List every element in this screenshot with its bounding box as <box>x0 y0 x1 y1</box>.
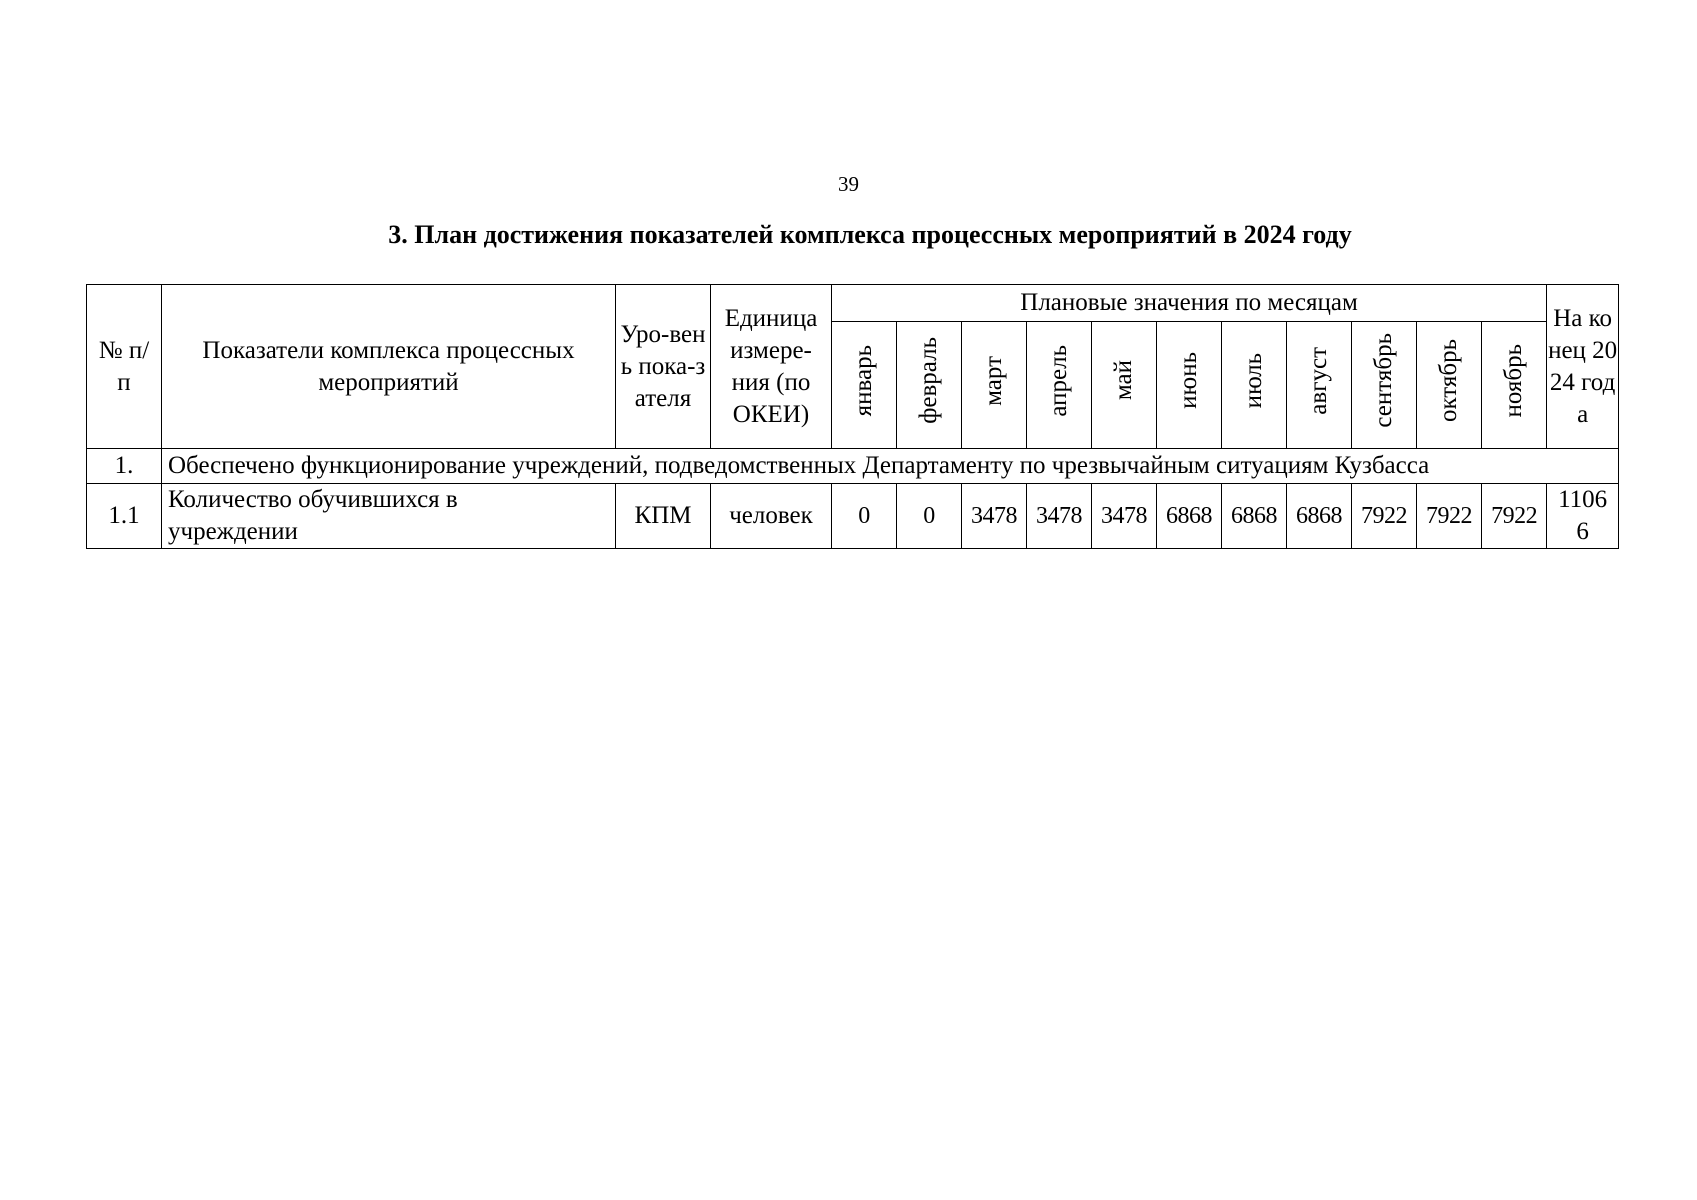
month-header-october: октябрь <box>1417 322 1482 449</box>
header-level: Уро-вень пока-зателя <box>616 285 711 449</box>
header-row <box>87 285 1619 322</box>
value-year-end: 11066 <box>1547 484 1619 549</box>
page-number: 39 <box>838 172 859 196</box>
month-header-march: март <box>962 322 1027 449</box>
value-june: 6868 <box>1157 484 1222 549</box>
month-header-july: июль <box>1222 322 1287 449</box>
header-indicator: Показатели комплекса процессных мероприятий <box>162 285 616 449</box>
value-november: 7922 <box>1482 484 1547 549</box>
section-num: 1. <box>87 449 162 484</box>
value-april: 3478 <box>1027 484 1092 549</box>
table-row <box>87 484 1619 549</box>
row-indicator: Количество обучившихся в учреждении <box>162 484 616 549</box>
month-header-august: август <box>1287 322 1352 449</box>
month-header-january: январь <box>832 322 897 449</box>
row-unit: человек <box>711 484 832 549</box>
month-header-november: ноябрь <box>1482 322 1547 449</box>
row-level: КПМ <box>616 484 711 549</box>
value-january: 0 <box>832 484 897 549</box>
plan-table <box>86 284 1619 549</box>
header-num: № п/п <box>87 285 162 449</box>
section-text: Обеспечено функционирование учреждений, подведомственных Департаменту по чрезвычайным ситуациям Кузбасса <box>162 449 1619 484</box>
month-header-september: сентябрь <box>1352 322 1417 449</box>
value-august: 6868 <box>1287 484 1352 549</box>
value-july: 6868 <box>1222 484 1287 549</box>
header-plan-group: Плановые значения по месяцам <box>832 285 1547 322</box>
month-header-june: июнь <box>1157 322 1222 449</box>
row-num: 1.1 <box>87 484 162 549</box>
value-september: 7922 <box>1352 484 1417 549</box>
header-year-end: На конец 2024 года <box>1547 285 1619 449</box>
section-row <box>87 449 1619 484</box>
value-may: 3478 <box>1092 484 1157 549</box>
month-header-may: май <box>1092 322 1157 449</box>
document-title: 3. План достижения показателей комплекса процессных мероприятий в 2024 году <box>388 220 1352 249</box>
header-unit: Единица измере-ния (по ОКЕИ) <box>711 285 832 449</box>
value-october: 7922 <box>1417 484 1482 549</box>
value-march: 3478 <box>962 484 1027 549</box>
value-february: 0 <box>897 484 962 549</box>
month-header-february: февраль <box>897 322 962 449</box>
month-header-april: апрель <box>1027 322 1092 449</box>
